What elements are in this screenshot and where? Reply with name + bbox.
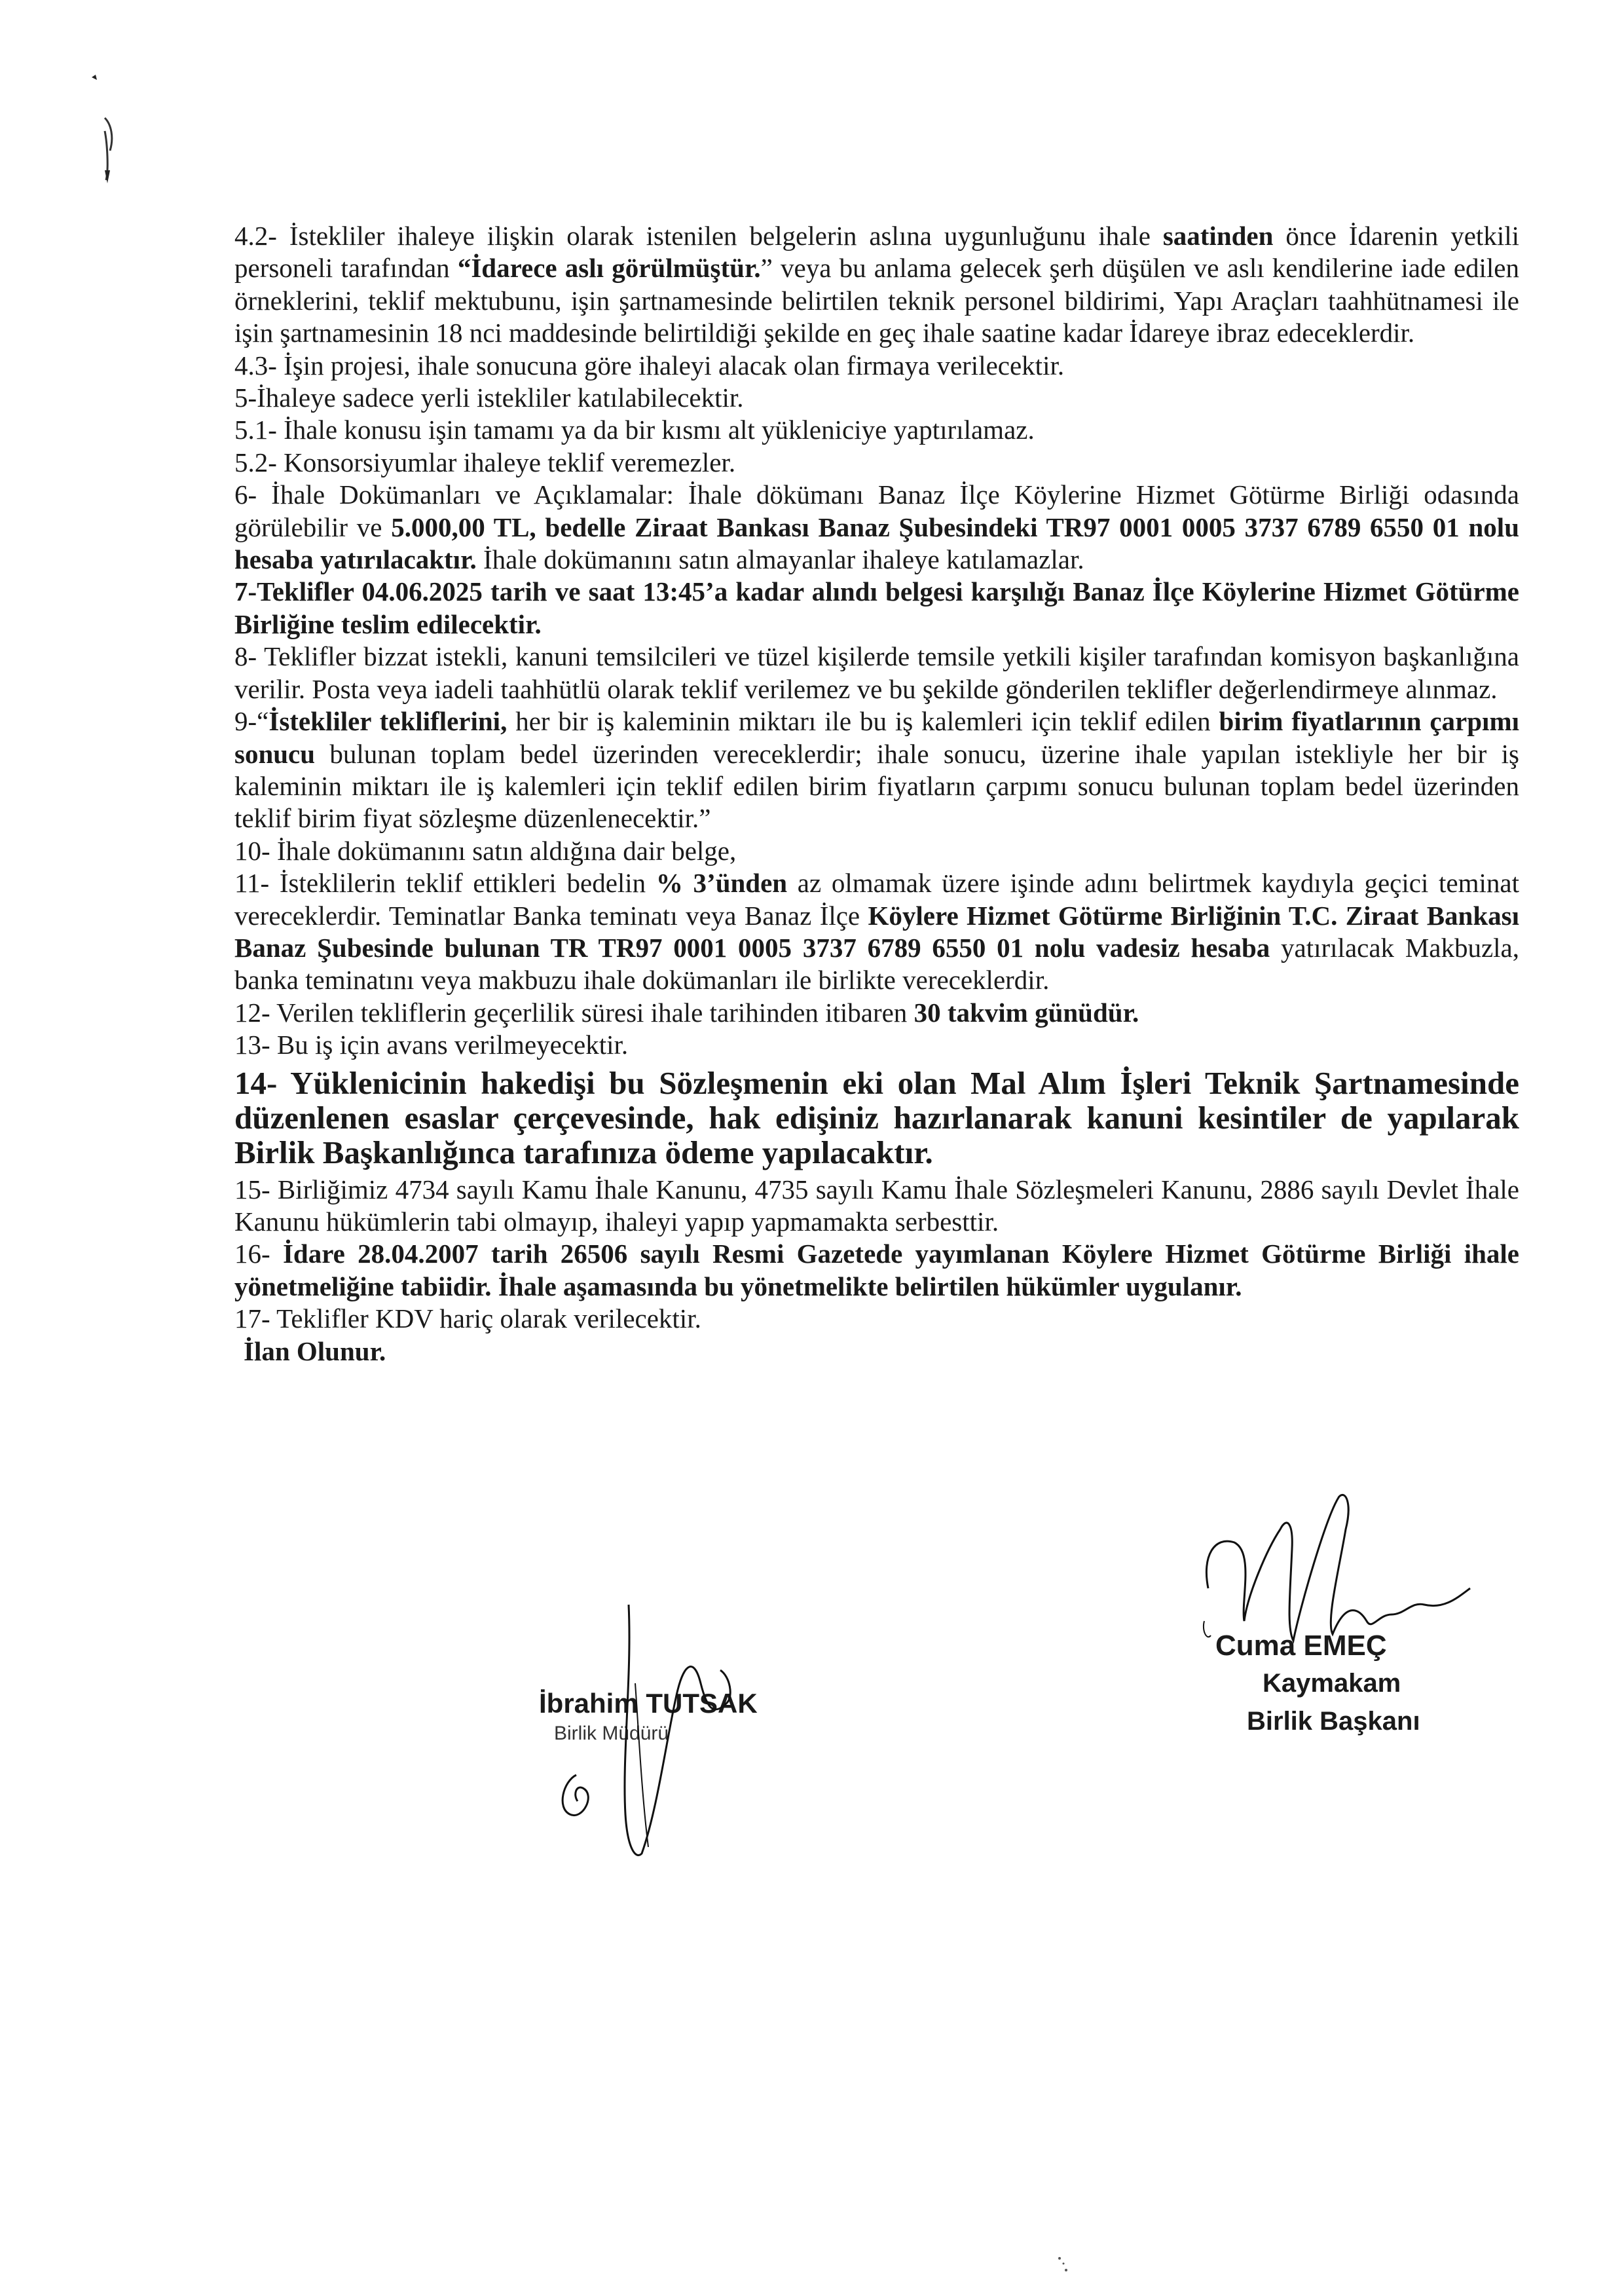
punch-mark — [85, 72, 124, 183]
paragraph-p5 — [234, 382, 1519, 414]
bold-run: 5.000,00 TL, bedelle Ziraat Bankası Banaz Şubesindeki TR97 0001 0005 3737 6789 6550 01 nolu hesaba yatırılacaktır. — [234, 512, 1519, 575]
bold-run: Köylere Hizmet Götürme Birliğinin T.C. Ziraat Bankası Banaz Şubesinde bulunan TR TR97 0001 0005 3737 6789 6550 01 nolu vadesiz hesaba — [234, 900, 1519, 963]
paragraph-p9 — [234, 705, 1519, 835]
signer-title-left: Birlik Müdürü — [554, 1723, 669, 1744]
signer-name-right: Cuma EMEÇ — [1215, 1630, 1387, 1662]
text-run: yatırılacak Makbuzla, banka teminatını veya makbuzu ihale dokümanları ile birlikte vereceklerdir. — [234, 932, 1520, 996]
signer-name-left: İbrahim TUTSAK — [539, 1688, 758, 1719]
text-run: 12- Verilen tekliflerin geçerlilik süresi ihale tarihinden itibaren — [234, 997, 914, 1028]
paragraph-p5-2 — [234, 447, 1519, 479]
paragraph-p4-2 — [234, 220, 1519, 350]
text-run: bulunan toplam bedel üzerinden vereceklerdir; ihale sonucu, üzerine ihale yapılan istekliyle her bir iş kaleminin miktarı ile iş kalemleri için teklif edilen birim fiyatların çarpımı sonucu bulunan toplam bedel üzerinden teklif birim fiyat sözleşme düzenlenecektir.” — [234, 738, 1519, 834]
paragraph-p5-1 — [234, 414, 1519, 446]
text-run: 16- — [234, 1239, 283, 1269]
text-run: 15- Birliğimiz 4734 sayılı Kamu İhale Kanunu, 4735 sayılı Kamu İhale Sözleşmeleri Kanunu, 2886 sayılı Devlet İhale Kanunu hükümlerin tabi olmayıp, ihaleyi yapıp yapmamakta serbesttir. — [234, 1174, 1519, 1237]
text-run: 9-“ — [234, 706, 269, 737]
paragraph-p12 — [234, 997, 1519, 1029]
text-run: 13- Bu iş için avans verilmeyecektir. — [234, 1030, 629, 1060]
bold-run: 14- Yüklenicinin hakedişi bu Sözleşmenin eki olan Mal Alım İşleri Teknik Şartnamesinde düzenlenen esaslar çerçevesinde, hak edişiniz hazırlanarak kanuni kesintiler de yapılarak Birlik Başkanlığınca tarafınıza ödeme yapılacaktır. — [234, 1064, 1519, 1170]
text-run: 5.1- İhale konusu işin tamamı ya da bir kısmı alt yükleniciye yaptırılamaz. — [234, 415, 1035, 445]
text-run: 10- İhale dokümanını satın aldığına dair belge, — [234, 835, 737, 866]
text-run: 5.2- Konsorsiyumlar ihaleye teklif veremezler. — [234, 447, 736, 477]
paragraph-p14 — [234, 1066, 1519, 1170]
text-run: önce İdarenin yetkili personeli tarafından — [234, 221, 1519, 284]
text-run: her bir iş kaleminin miktarı ile bu iş kalemleri için teklif edilen — [507, 706, 1219, 737]
signature-block-right — [1213, 1628, 1488, 1740]
body-text — [234, 220, 1519, 1368]
text-run: 4.2- İstekliler ihaleye ilişkin olarak istenilen belgelerin aslına uygunluğunu ihale — [234, 221, 1163, 251]
bold-run: saatinden — [1162, 221, 1274, 251]
paragraph-p13 — [234, 1029, 1519, 1061]
text-run: 8- Teklifler bizzat istekli, kanuni temsilcileri ve tüzel kişilerde temsile yetkili kişiler tarafından komisyon başkanlığına verilir. Posta veya iadeli taahhütlü olarak teklif verilemez ve bu şekilde gönderilen teklifler değerlendirmeye alınmaz. — [234, 641, 1519, 704]
paragraph-p7 — [234, 576, 1519, 641]
text-run: 17- Teklifler KDV hariç olarak verilecektir. — [234, 1303, 701, 1334]
signer-title-birlik-baskani: Birlik Başkanı — [1247, 1707, 1420, 1736]
paragraph-p10 — [234, 835, 1519, 867]
paragraph-p17 — [234, 1303, 1519, 1335]
scan-speck — [1054, 2253, 1074, 2279]
bold-run: 7-Teklifler 04.06.2025 tarih ve saat 13:45’a kadar alındı belgesi karşılığı Banaz İlçe Köylerine Hizmet Götürme Birliğine teslim edilecektir. — [234, 576, 1519, 639]
bold-run: İstekliler tekliflerini, — [268, 706, 507, 737]
paragraph-p4-3 — [234, 350, 1519, 382]
text-run: az olmamak üzere işinde adını belirtmek kaydıyla geçici teminat vereceklerdir. Teminatlar Banka teminatı veya Banaz İlçe — [234, 868, 1519, 931]
text-run: ” veya bu anlama gelecek şerh düşülen ve aslı kendilerine iade edilen örneklerini, teklif mektubunu, işin şartnamesinde belirtilen teknik personel bildirimi, Yapı Araçları taahhütnamesi ile işin şartnamesinin 18 nci maddesinde belirtildiği şekilde en geç ihale saatine kadar İdareye ibraz edeceklerdir. — [234, 253, 1519, 348]
text-run: 4.3- İşin projesi, ihale sonucuna göre ihaleyi alacak olan firmaya verilecektir. — [234, 350, 1065, 381]
paragraph-p15 — [234, 1174, 1519, 1239]
paragraph-p8 — [234, 641, 1519, 705]
bold-run: birim fiyatlarının çarpımı sonucu — [234, 706, 1519, 769]
paragraph-p16 — [234, 1238, 1519, 1303]
signer-title-kaymakam: Kaymakam — [1263, 1669, 1401, 1698]
text-run: İhale dokümanını satın almayanlar ihaleye katılamazlar. — [476, 544, 1084, 575]
closing-text: İlan Olunur. — [244, 1335, 386, 1366]
bold-run: “İdarece aslı görülmüştür. — [457, 253, 761, 284]
paragraph-p6 — [234, 479, 1519, 576]
text-run: 6- İhale Dokümanları ve Açıklamalar: İhale dökümanı Banaz İlçe Köylerine Hizmet Götürme Birliği odasında görülebilir ve — [234, 479, 1519, 542]
text-run: 5-İhaleye sadece yerli istekliler katılabilecektir. — [234, 382, 744, 413]
text-run: 11- İsteklilerin teklif ettikleri bedelin — [234, 868, 656, 899]
bold-run: % 3’ünden — [655, 868, 788, 899]
signature-scribble-left — [537, 1598, 773, 1873]
bold-run: 30 takvim günüdür. — [913, 997, 1139, 1028]
paragraph-p11 — [234, 867, 1519, 997]
bold-run: İdare 28.04.2007 tarih 26506 sayılı Resmi Gazetede yayımlanan Köylere Hizmet Götürme Birliği ihale yönetmeliğine tabiidir. İhale aşamasında bu yönetmelikte belirtilen hükümler uygulanır. — [234, 1239, 1519, 1301]
